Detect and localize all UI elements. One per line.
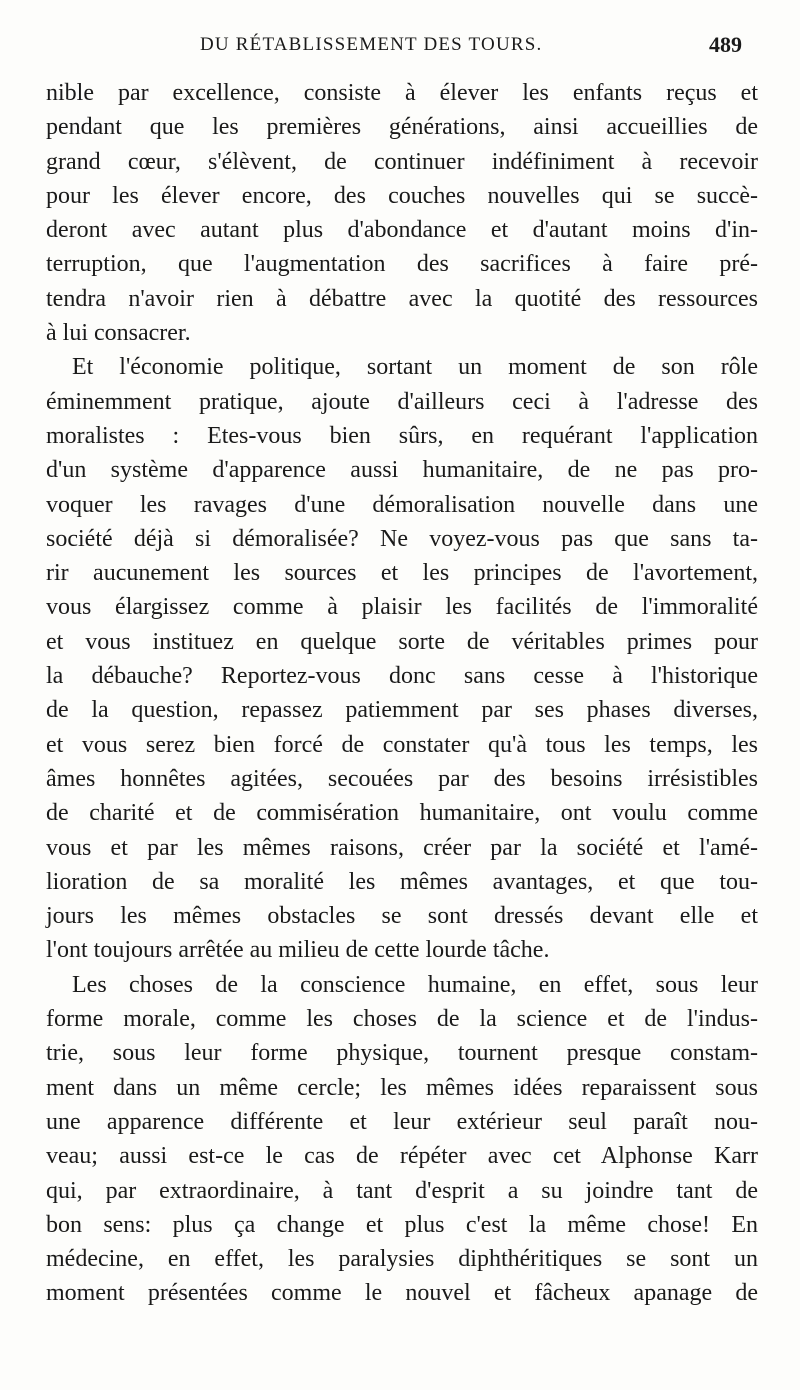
text-line: pour les élever encore, des couches nouvelles qui se succè- — [46, 182, 758, 209]
text-line: voquer les ravages d'une démoralisation nouvelle dans une — [46, 491, 758, 518]
text-line: ment dans un même cercle; les mêmes idées reparaissent sous — [46, 1074, 758, 1101]
text-line: de charité et de commisération humanitaire, ont voulu comme — [46, 800, 758, 827]
text-line: à lui consacrer. — [46, 320, 191, 347]
text-line: deront avec autant plus d'abondance et d'autant moins d'in- — [46, 217, 758, 244]
text-line: jours les mêmes obstacles se sont dressés devant elle et — [46, 903, 758, 930]
text-line: et vous serez bien forcé de constater qu'à tous les temps, les — [46, 731, 758, 758]
text-line: société déjà si démoralisée? Ne voyez-vous pas que sans ta- — [46, 525, 758, 552]
text-line: qui, par extraordinaire, à tant d'esprit a su joindre tant de — [46, 1177, 758, 1204]
text-line: éminemment pratique, ajoute d'ailleurs ceci à l'adresse des — [46, 388, 758, 415]
text-line: moment présentées comme le nouvel et fâcheux apanage de — [46, 1280, 758, 1307]
text-line: lioration de sa moralité les mêmes avantages, et que tou- — [46, 868, 758, 895]
text-line: une apparence différente et leur extérieur seul paraît nou- — [46, 1108, 758, 1135]
text-line: et vous instituez en quelque sorte de véritables primes pour — [46, 628, 758, 655]
text-line: pendant que les premières générations, ainsi accueillies de — [46, 114, 758, 141]
text-line: vous élargissez comme à plaisir les facilités de l'immoralité — [46, 594, 758, 621]
text-line: la débauche? Reportez-vous donc sans cesse à l'historique — [46, 663, 758, 690]
text-line: l'ont toujours arrêtée au milieu de cette lourde tâche. — [46, 937, 550, 964]
page-number: 489 — [709, 32, 742, 57]
body-text — [46, 76, 758, 1311]
text-line: d'un système d'apparence aussi humanitaire, de ne pas pro- — [46, 457, 758, 484]
text-line: bon sens: plus ça change et plus c'est la même chose! En — [46, 1211, 758, 1238]
text-line: trie, sous leur forme physique, tournent presque constam- — [46, 1040, 758, 1067]
text-line: tendra n'avoir rien à débattre avec la quotité des ressources — [46, 285, 758, 312]
text-line: de la question, repassez patiemment par ses phases diverses, — [46, 697, 758, 724]
text-line: moralistes : Etes-vous bien sûrs, en requérant l'application — [46, 422, 758, 449]
text-line: âmes honnêtes agitées, secouées par des besoins irrésistibles — [46, 765, 758, 792]
running-head — [0, 34, 800, 74]
text-line: veau; aussi est-ce le cas de répéter avec cet Alphonse Karr — [46, 1143, 758, 1170]
text-line: médecine, en effet, les paralysies diphthéritiques se sont un — [46, 1246, 758, 1273]
text-line: grand cœur, s'élèvent, de continuer indéfiniment à recevoir — [46, 148, 758, 175]
running-title: DU RÉTABLISSEMENT DES TOURS. — [200, 34, 543, 55]
text-line: forme morale, comme les choses de la science et de l'indus- — [46, 1006, 758, 1033]
text-line: vous et par les mêmes raisons, créer par la société et l'amé- — [46, 834, 758, 861]
text-line: terruption, que l'augmentation des sacrifices à faire pré- — [46, 251, 758, 278]
text-line: nible par excellence, consiste à élever les enfants reçus et — [46, 80, 758, 106]
text-line: rir aucunement les sources et les principes de l'avortement, — [46, 560, 758, 587]
text-line: Et l'économie politique, sortant un moment de son rôle — [72, 354, 758, 381]
text-line: Les choses de la conscience humaine, en effet, sous leur — [72, 971, 758, 998]
